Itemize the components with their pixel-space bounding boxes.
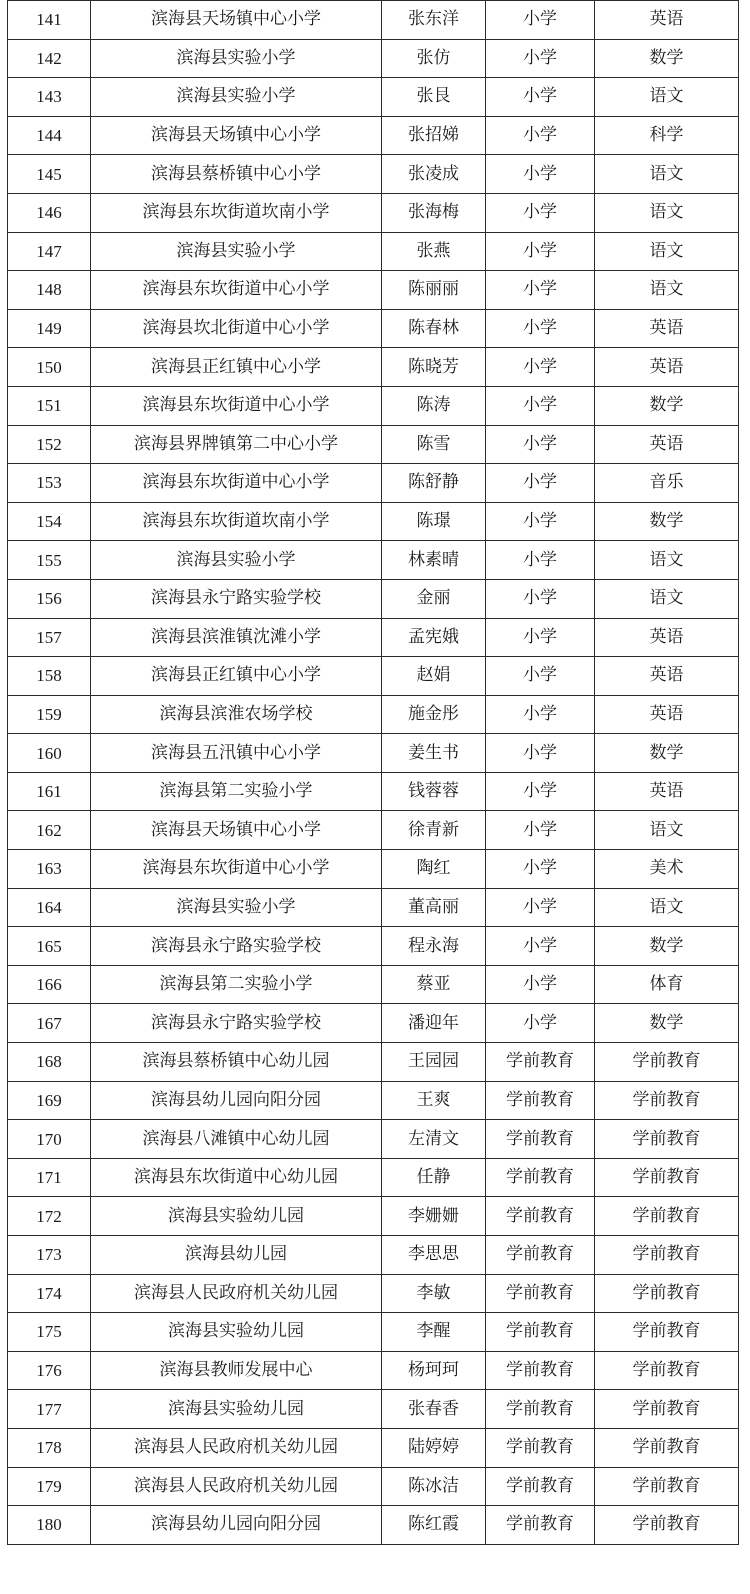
school-cell: 滨海县坎北街道中心小学: [91, 309, 382, 348]
subject-cell: 语文: [595, 271, 739, 310]
row-number-cell: 155: [8, 541, 91, 580]
table-row: [8, 1390, 739, 1429]
row-number-cell: 176: [8, 1351, 91, 1390]
teacher-roster-table: [7, 0, 739, 1545]
school-cell: 滨海县人民政府机关幼儿园: [91, 1428, 382, 1467]
subject-cell: 数学: [595, 1004, 739, 1043]
row-number-cell: 145: [8, 155, 91, 194]
school-cell: 滨海县实验小学: [91, 541, 382, 580]
school-cell: 滨海县蔡桥镇中心幼儿园: [91, 1043, 382, 1082]
row-number-cell: 159: [8, 695, 91, 734]
teacher-name-cell: 程永海: [382, 927, 486, 966]
school-stage-cell: 小学: [486, 888, 595, 927]
subject-cell: 学前教育: [595, 1313, 739, 1352]
school-stage-cell: 小学: [486, 464, 595, 503]
row-number-cell: 146: [8, 193, 91, 232]
school-stage-cell: 小学: [486, 386, 595, 425]
row-number-cell: 153: [8, 464, 91, 503]
row-number-cell: 171: [8, 1158, 91, 1197]
subject-cell: 语文: [595, 888, 739, 927]
school-stage-cell: 学前教育: [486, 1351, 595, 1390]
school-stage-cell: 小学: [486, 271, 595, 310]
school-stage-cell: 学前教育: [486, 1428, 595, 1467]
teacher-name-cell: 左清文: [382, 1120, 486, 1159]
table-row: [8, 1, 739, 40]
school-stage-cell: 学前教育: [486, 1043, 595, 1082]
table-row: [8, 541, 739, 580]
school-stage-cell: 学前教育: [486, 1274, 595, 1313]
row-number-cell: 179: [8, 1467, 91, 1506]
subject-cell: 学前教育: [595, 1120, 739, 1159]
school-stage-cell: 小学: [486, 541, 595, 580]
school-stage-cell: 小学: [486, 155, 595, 194]
school-cell: 滨海县东坎街道中心小学: [91, 271, 382, 310]
table-row: [8, 1197, 739, 1236]
school-stage-cell: 小学: [486, 309, 595, 348]
subject-cell: 音乐: [595, 464, 739, 503]
school-stage-cell: 学前教育: [486, 1081, 595, 1120]
teacher-name-cell: 赵娟: [382, 657, 486, 696]
school-cell: 滨海县第二实验小学: [91, 965, 382, 1004]
row-number-cell: 147: [8, 232, 91, 271]
school-cell: 滨海县东坎街道中心小学: [91, 850, 382, 889]
school-stage-cell: 小学: [486, 618, 595, 657]
subject-cell: 学前教育: [595, 1043, 739, 1082]
subject-cell: 英语: [595, 695, 739, 734]
teacher-name-cell: 张燕: [382, 232, 486, 271]
subject-cell: 英语: [595, 1, 739, 40]
school-cell: 滨海县永宁路实验学校: [91, 1004, 382, 1043]
table-row: [8, 1313, 739, 1352]
teacher-name-cell: 杨珂珂: [382, 1351, 486, 1390]
row-number-cell: 168: [8, 1043, 91, 1082]
row-number-cell: 165: [8, 927, 91, 966]
teacher-name-cell: 任静: [382, 1158, 486, 1197]
teacher-name-cell: 李思思: [382, 1236, 486, 1275]
subject-cell: 学前教育: [595, 1351, 739, 1390]
school-cell: 滨海县实验小学: [91, 39, 382, 78]
teacher-name-cell: 陈晓芳: [382, 348, 486, 387]
table-row: [8, 464, 739, 503]
school-stage-cell: 小学: [486, 348, 595, 387]
table-row: [8, 1236, 739, 1275]
teacher-name-cell: 王爽: [382, 1081, 486, 1120]
subject-cell: 英语: [595, 772, 739, 811]
teacher-name-cell: 潘迎年: [382, 1004, 486, 1043]
subject-cell: 体育: [595, 965, 739, 1004]
row-number-cell: 152: [8, 425, 91, 464]
subject-cell: 语文: [595, 811, 739, 850]
school-cell: 滨海县滨淮镇沈滩小学: [91, 618, 382, 657]
table-row: [8, 348, 739, 387]
teacher-name-cell: 李醒: [382, 1313, 486, 1352]
roster-body: [8, 1, 739, 1545]
table-row: [8, 1506, 739, 1545]
row-number-cell: 164: [8, 888, 91, 927]
school-stage-cell: 学前教育: [486, 1236, 595, 1275]
table-row: [8, 502, 739, 541]
school-cell: 滨海县永宁路实验学校: [91, 927, 382, 966]
row-number-cell: 151: [8, 386, 91, 425]
school-cell: 滨海县界牌镇第二中心小学: [91, 425, 382, 464]
teacher-name-cell: 陈舒静: [382, 464, 486, 503]
school-stage-cell: 小学: [486, 927, 595, 966]
school-stage-cell: 小学: [486, 734, 595, 773]
row-number-cell: 157: [8, 618, 91, 657]
school-stage-cell: 小学: [486, 39, 595, 78]
school-stage-cell: 学前教育: [486, 1120, 595, 1159]
school-cell: 滨海县东坎街道坎南小学: [91, 502, 382, 541]
subject-cell: 学前教育: [595, 1274, 739, 1313]
school-cell: 滨海县人民政府机关幼儿园: [91, 1467, 382, 1506]
row-number-cell: 148: [8, 271, 91, 310]
school-stage-cell: 小学: [486, 579, 595, 618]
teacher-name-cell: 林素晴: [382, 541, 486, 580]
school-stage-cell: 小学: [486, 1004, 595, 1043]
subject-cell: 数学: [595, 39, 739, 78]
table-row: [8, 772, 739, 811]
table-row: [8, 78, 739, 117]
school-stage-cell: 小学: [486, 772, 595, 811]
teacher-name-cell: 陈璟: [382, 502, 486, 541]
school-cell: 滨海县东坎街道中心小学: [91, 464, 382, 503]
school-cell: 滨海县蔡桥镇中心小学: [91, 155, 382, 194]
row-number-cell: 154: [8, 502, 91, 541]
teacher-name-cell: 张凌成: [382, 155, 486, 194]
teacher-name-cell: 陶红: [382, 850, 486, 889]
subject-cell: 学前教育: [595, 1390, 739, 1429]
row-number-cell: 142: [8, 39, 91, 78]
school-cell: 滨海县人民政府机关幼儿园: [91, 1274, 382, 1313]
subject-cell: 数学: [595, 927, 739, 966]
table-row: [8, 1351, 739, 1390]
subject-cell: 学前教育: [595, 1158, 739, 1197]
teacher-name-cell: 徐青新: [382, 811, 486, 850]
teacher-name-cell: 张春香: [382, 1390, 486, 1429]
school-stage-cell: 小学: [486, 78, 595, 117]
table-row: [8, 193, 739, 232]
table-row: [8, 39, 739, 78]
subject-cell: 数学: [595, 386, 739, 425]
subject-cell: 学前教育: [595, 1236, 739, 1275]
school-cell: 滨海县实验幼儿园: [91, 1313, 382, 1352]
row-number-cell: 160: [8, 734, 91, 773]
school-stage-cell: 小学: [486, 965, 595, 1004]
school-cell: 滨海县天场镇中心小学: [91, 811, 382, 850]
subject-cell: 语文: [595, 78, 739, 117]
school-cell: 滨海县实验小学: [91, 888, 382, 927]
row-number-cell: 174: [8, 1274, 91, 1313]
table-row: [8, 232, 739, 271]
school-cell: 滨海县天场镇中心小学: [91, 116, 382, 155]
table-row: [8, 1043, 739, 1082]
table-row: [8, 927, 739, 966]
school-stage-cell: 小学: [486, 850, 595, 889]
table-row: [8, 1081, 739, 1120]
table-row: [8, 155, 739, 194]
subject-cell: 语文: [595, 541, 739, 580]
school-stage-cell: 小学: [486, 232, 595, 271]
row-number-cell: 162: [8, 811, 91, 850]
school-stage-cell: 小学: [486, 811, 595, 850]
table-row: [8, 1274, 739, 1313]
table-row: [8, 1467, 739, 1506]
subject-cell: 美术: [595, 850, 739, 889]
teacher-name-cell: 张东洋: [382, 1, 486, 40]
school-cell: 滨海县实验幼儿园: [91, 1197, 382, 1236]
school-cell: 滨海县实验小学: [91, 232, 382, 271]
school-cell: 滨海县实验幼儿园: [91, 1390, 382, 1429]
school-cell: 滨海县东坎街道中心幼儿园: [91, 1158, 382, 1197]
school-cell: 滨海县正红镇中心小学: [91, 657, 382, 696]
school-cell: 滨海县东坎街道中心小学: [91, 386, 382, 425]
row-number-cell: 170: [8, 1120, 91, 1159]
table-row: [8, 1158, 739, 1197]
subject-cell: 英语: [595, 309, 739, 348]
subject-cell: 语文: [595, 155, 739, 194]
school-stage-cell: 学前教育: [486, 1506, 595, 1545]
table-row: [8, 734, 739, 773]
school-stage-cell: 学前教育: [486, 1197, 595, 1236]
subject-cell: 语文: [595, 579, 739, 618]
row-number-cell: 169: [8, 1081, 91, 1120]
row-number-cell: 144: [8, 116, 91, 155]
row-number-cell: 167: [8, 1004, 91, 1043]
school-stage-cell: 小学: [486, 695, 595, 734]
teacher-name-cell: 董高丽: [382, 888, 486, 927]
teacher-name-cell: 陈春林: [382, 309, 486, 348]
teacher-name-cell: 李姗姗: [382, 1197, 486, 1236]
table-row: [8, 618, 739, 657]
row-number-cell: 161: [8, 772, 91, 811]
school-cell: 滨海县五汛镇中心小学: [91, 734, 382, 773]
teacher-name-cell: 孟宪娥: [382, 618, 486, 657]
school-cell: 滨海县第二实验小学: [91, 772, 382, 811]
subject-cell: 学前教育: [595, 1506, 739, 1545]
teacher-name-cell: 张海梅: [382, 193, 486, 232]
subject-cell: 科学: [595, 116, 739, 155]
table-row: [8, 888, 739, 927]
teacher-name-cell: 王园园: [382, 1043, 486, 1082]
school-cell: 滨海县天场镇中心小学: [91, 1, 382, 40]
school-cell: 滨海县正红镇中心小学: [91, 348, 382, 387]
school-cell: 滨海县东坎街道坎南小学: [91, 193, 382, 232]
table-row: [8, 965, 739, 1004]
school-stage-cell: 学前教育: [486, 1313, 595, 1352]
school-stage-cell: 小学: [486, 193, 595, 232]
subject-cell: 语文: [595, 232, 739, 271]
teacher-name-cell: 李敏: [382, 1274, 486, 1313]
row-number-cell: 178: [8, 1428, 91, 1467]
table-row: [8, 811, 739, 850]
subject-cell: 学前教育: [595, 1467, 739, 1506]
row-number-cell: 172: [8, 1197, 91, 1236]
table-row: [8, 386, 739, 425]
school-stage-cell: 小学: [486, 116, 595, 155]
school-cell: 滨海县八滩镇中心幼儿园: [91, 1120, 382, 1159]
row-number-cell: 173: [8, 1236, 91, 1275]
teacher-name-cell: 陈涛: [382, 386, 486, 425]
row-number-cell: 166: [8, 965, 91, 1004]
table-row: [8, 309, 739, 348]
teacher-name-cell: 钱蓉蓉: [382, 772, 486, 811]
row-number-cell: 158: [8, 657, 91, 696]
table-row: [8, 116, 739, 155]
teacher-name-cell: 姜生书: [382, 734, 486, 773]
table-row: [8, 695, 739, 734]
subject-cell: 数学: [595, 502, 739, 541]
teacher-name-cell: 陈红霞: [382, 1506, 486, 1545]
teacher-name-cell: 张仿: [382, 39, 486, 78]
table-row: [8, 271, 739, 310]
table-row: [8, 657, 739, 696]
school-stage-cell: 学前教育: [486, 1158, 595, 1197]
subject-cell: 英语: [595, 618, 739, 657]
table-row: [8, 425, 739, 464]
subject-cell: 学前教育: [595, 1081, 739, 1120]
school-stage-cell: 小学: [486, 1, 595, 40]
school-stage-cell: 学前教育: [486, 1390, 595, 1429]
school-cell: 滨海县实验小学: [91, 78, 382, 117]
row-number-cell: 177: [8, 1390, 91, 1429]
teacher-name-cell: 金丽: [382, 579, 486, 618]
table-row: [8, 1004, 739, 1043]
row-number-cell: 156: [8, 579, 91, 618]
row-number-cell: 163: [8, 850, 91, 889]
teacher-name-cell: 陆婷婷: [382, 1428, 486, 1467]
subject-cell: 英语: [595, 425, 739, 464]
subject-cell: 英语: [595, 348, 739, 387]
subject-cell: 英语: [595, 657, 739, 696]
school-cell: 滨海县永宁路实验学校: [91, 579, 382, 618]
teacher-name-cell: 张招娣: [382, 116, 486, 155]
school-stage-cell: 小学: [486, 425, 595, 464]
row-number-cell: 175: [8, 1313, 91, 1352]
row-number-cell: 141: [8, 1, 91, 40]
school-cell: 滨海县滨淮农场学校: [91, 695, 382, 734]
school-cell: 滨海县教师发展中心: [91, 1351, 382, 1390]
row-number-cell: 143: [8, 78, 91, 117]
teacher-name-cell: 施金彤: [382, 695, 486, 734]
teacher-name-cell: 陈丽丽: [382, 271, 486, 310]
school-cell: 滨海县幼儿园向阳分园: [91, 1506, 382, 1545]
teacher-name-cell: 蔡亚: [382, 965, 486, 1004]
row-number-cell: 149: [8, 309, 91, 348]
subject-cell: 学前教育: [595, 1428, 739, 1467]
school-cell: 滨海县幼儿园向阳分园: [91, 1081, 382, 1120]
table-row: [8, 1120, 739, 1159]
table-row: [8, 850, 739, 889]
subject-cell: 学前教育: [595, 1197, 739, 1236]
table-row: [8, 579, 739, 618]
table-row: [8, 1428, 739, 1467]
teacher-name-cell: 张艮: [382, 78, 486, 117]
row-number-cell: 150: [8, 348, 91, 387]
row-number-cell: 180: [8, 1506, 91, 1545]
school-cell: 滨海县幼儿园: [91, 1236, 382, 1275]
teacher-name-cell: 陈雪: [382, 425, 486, 464]
school-stage-cell: 小学: [486, 502, 595, 541]
school-stage-cell: 小学: [486, 657, 595, 696]
subject-cell: 语文: [595, 193, 739, 232]
school-stage-cell: 学前教育: [486, 1467, 595, 1506]
subject-cell: 数学: [595, 734, 739, 773]
teacher-name-cell: 陈冰洁: [382, 1467, 486, 1506]
